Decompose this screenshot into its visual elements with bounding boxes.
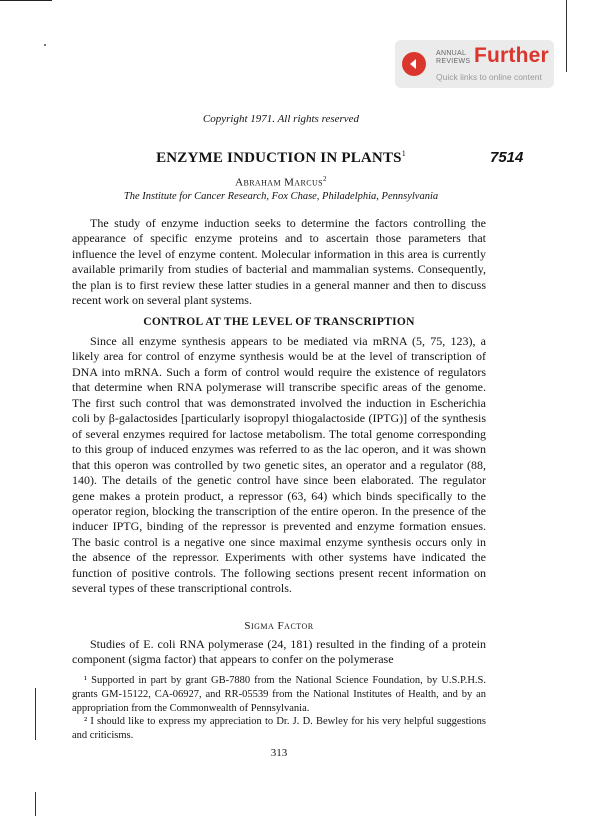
author-footnote-marker: 2 bbox=[322, 175, 327, 183]
further-subtitle: Quick links to online content bbox=[436, 72, 542, 82]
section-paragraph bbox=[72, 334, 486, 597]
footnote-1 bbox=[72, 674, 486, 715]
section-paragraph-text: Since all enzyme synthesis appears to be mediated via mRNA (5, 75, 123), a likely area for control of enzyme synthesis would be at the level of transcription of DNA into mRNA. Such a form of control would require the existence of regulators that determine when RNA polymerase will transcribe specific areas of the genome. The first such control that was demonstrated involved the induction in Escherichia coli by β-galactosides [particularly isopropyl thiogalactoside (IPTG)] of the synthesis of several enzymes required for lactose metabolism. The total genome corresponding to this group of induced enzymes was referred to as the lac operon, and it was shown that this operon was controlled by two genetic sites, an operator and a regulator (88, 140). The details of the genetic control have since been elaborated. The regulator gene makes a protein product, a repressor (63, 64) which binds specifically to the operator region, blocking the transcription of the entire operon. In the presence of the inducer IPTG, binding of the repressor is prevented and enzyme formation ensues. The basic control is a negative one since maximal enzyme synthesis occurs only in the absence of the repressor. Experiments with other systems have indicated the function of positive controls. The following sections present recent information on several types of these transcriptional controls. bbox=[72, 334, 486, 596]
section-heading: CONTROL AT THE LEVEL OF TRANSCRIPTION bbox=[143, 316, 415, 328]
copyright-line: Copyright 1971. All rights reserved bbox=[202, 113, 360, 125]
right-margin-rule bbox=[566, 0, 567, 72]
article-code-number: 7514 bbox=[490, 149, 524, 166]
subsection-paragraph-text: Studies of E. coli RNA polymerase (24, 181) resulted in the finding of a protein component (sigma factor) that appears to confer on the polymerase bbox=[72, 637, 486, 667]
left-margin-rule bbox=[35, 688, 36, 740]
title-footnote-marker: 1 bbox=[401, 149, 406, 158]
intro-paragraph-text: The study of enzyme induction seeks to determine the factors controlling the appearance of specific enzyme proteins and to ascertain those parameters that influence the level of enzyme content. Molecular information in this area is currently available primarily from studies of bacterial and mammalian systems. Consequently, the plan is to first review these latter studies in a general manner and then to discuss recent work on several plant systems. bbox=[72, 216, 486, 308]
scan-speck bbox=[44, 44, 46, 46]
author-name: Abraham Marcus bbox=[235, 176, 323, 189]
left-margin-rule-lower bbox=[35, 792, 36, 816]
arrow-left-icon bbox=[402, 52, 426, 76]
page-number: 313 bbox=[270, 747, 288, 759]
subsection-paragraph bbox=[72, 637, 486, 668]
intro-paragraph bbox=[72, 216, 486, 309]
further-label: Further bbox=[474, 44, 549, 67]
footnote-1-text: ¹ Supported in part by grant GB-7880 from the National Science Foundation, by U.S.P.H.S. grants GM-15122, CA-06927, and RR-05539 from the National Institutes of Health, and by an appropriation from the Commonwealth of Pennsylvania. bbox=[72, 675, 486, 714]
subsection-heading: Sigma Factor bbox=[244, 620, 314, 632]
article-title bbox=[0, 149, 562, 167]
annual-reviews-label: ANNUAL REVIEWS bbox=[436, 50, 471, 65]
top-left-rule bbox=[0, 0, 52, 1]
author-line bbox=[0, 175, 562, 189]
footnote-2 bbox=[72, 715, 486, 743]
footnote-2-text: ² I should like to express my appreciation to Dr. J. D. Bewley for his very helpful suggestions and criticisms. bbox=[72, 716, 486, 741]
further-link-badge[interactable] bbox=[395, 40, 554, 88]
author-affiliation: The Institute for Cancer Research, Fox Chase, Philadelphia, Pennsylvania bbox=[123, 191, 439, 202]
article-title-text: ENZYME INDUCTION IN PLANTS bbox=[156, 150, 402, 166]
